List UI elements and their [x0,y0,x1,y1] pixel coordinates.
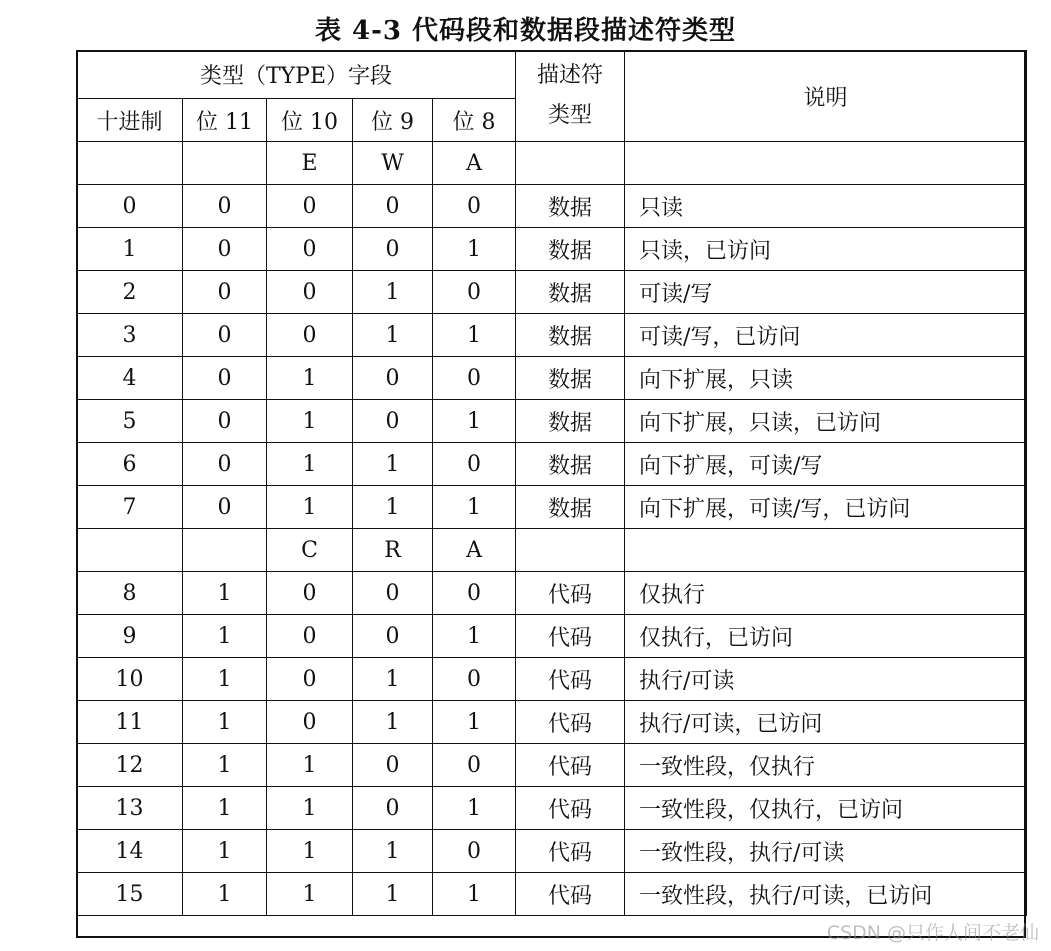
cell-b10: 1 [267,400,353,443]
cell-b8: 0 [433,185,516,228]
flag-w: W [353,142,433,185]
cell-b9: 0 [353,357,433,400]
cell-b9: 0 [353,615,433,658]
cell-b8: 1 [433,701,516,744]
cell-b9: 1 [353,314,433,357]
table-row [77,744,1027,787]
table-row [77,830,1027,873]
cell-b10: 1 [267,486,353,529]
flag-c: C [267,529,353,572]
cell-dec: 3 [77,314,183,357]
cell-b10: 1 [267,787,353,830]
cell-desc: 执行/可读，已访问 [625,701,1027,744]
cell-desc: 一致性段，执行/可读，已访问 [625,873,1027,916]
cell-b9: 1 [353,486,433,529]
cell-kind: 数据 [516,357,625,400]
cell-dec: 7 [77,486,183,529]
cell-desc: 只读 [625,185,1027,228]
cell-kind: 代码 [516,873,625,916]
cell-b10: 1 [267,357,353,400]
cell-b10: 0 [267,271,353,314]
table-row [77,615,1027,658]
table-row [77,572,1027,615]
cell-b10: 1 [267,443,353,486]
table-row [77,873,1027,916]
cell-b11: 0 [183,486,267,529]
bit10-header: 位 10 [267,99,353,142]
cell-kind: 数据 [516,271,625,314]
cell-desc: 向下扩展，可读/写，已访问 [625,486,1027,529]
cell-dec: 12 [77,744,183,787]
table-row [77,185,1027,228]
cell-b10: 0 [267,185,353,228]
bit8-header: 位 8 [433,99,516,142]
table-row [77,486,1027,529]
descriptor-type-table [76,50,1027,916]
cell-desc: 一致性段，仅执行 [625,744,1027,787]
cell-desc: 仅执行 [625,572,1027,615]
cell-desc: 仅执行，已访问 [625,615,1027,658]
cell-desc: 只读，已访问 [625,228,1027,271]
cell-b8: 1 [433,314,516,357]
cell-kind: 代码 [516,744,625,787]
table-row [77,443,1027,486]
cell-b9: 1 [353,873,433,916]
cell-kind: 数据 [516,486,625,529]
cell-dec: 5 [77,400,183,443]
cell-b11: 1 [183,830,267,873]
cell-b8: 1 [433,486,516,529]
cell-b11: 1 [183,701,267,744]
cell-b11: 0 [183,357,267,400]
cell-b11: 0 [183,185,267,228]
cell-b8: 0 [433,271,516,314]
bit11-header: 位 11 [183,99,267,142]
cell-b9: 0 [353,185,433,228]
table-row [77,314,1027,357]
cell-b9: 1 [353,701,433,744]
code-flags-row [77,529,1027,572]
cell-b10: 1 [267,830,353,873]
cell-b9: 1 [353,830,433,873]
cell-dec: 14 [77,830,183,873]
cell-kind: 数据 [516,228,625,271]
cell-b11: 1 [183,658,267,701]
cell-b11: 1 [183,787,267,830]
table-row [77,658,1027,701]
cell-dec: 1 [77,228,183,271]
cell-desc: 执行/可读 [625,658,1027,701]
cell-dec: 15 [77,873,183,916]
cell-desc: 向下扩展，可读/写 [625,443,1027,486]
cell-b9: 1 [353,443,433,486]
cell-b11: 0 [183,271,267,314]
cell-dec: 11 [77,701,183,744]
cell-desc: 一致性段，仅执行，已访问 [625,787,1027,830]
cell-b8: 1 [433,228,516,271]
cell-desc: 可读/写 [625,271,1027,314]
cell-b11: 1 [183,873,267,916]
flag-r: R [353,529,433,572]
table-title: 表 4-3 代码段和数据段描述符类型 [314,16,737,46]
cell-kind: 数据 [516,443,625,486]
cell-b9: 0 [353,400,433,443]
descriptor-type-header-line1: 描述符 [537,63,604,88]
cell-b10: 0 [267,572,353,615]
table-row [77,357,1027,400]
cell-b8: 0 [433,572,516,615]
cell-kind: 代码 [516,615,625,658]
cell-b11: 0 [183,228,267,271]
cell-dec: 13 [77,787,183,830]
cell-b8: 1 [433,787,516,830]
flag-e: E [267,142,353,185]
table-row [77,271,1027,314]
cell-b11: 0 [183,400,267,443]
cell-b8: 0 [433,443,516,486]
table-row [77,400,1027,443]
cell-b11: 1 [183,615,267,658]
table-row [77,787,1027,830]
descriptor-type-header [516,51,625,142]
cell-b11: 1 [183,572,267,615]
cell-b11: 0 [183,443,267,486]
watermark: CSDN @只作人间不老仙 [826,922,1039,944]
cell-kind: 代码 [516,658,625,701]
cell-dec: 8 [77,572,183,615]
cell-dec: 4 [77,357,183,400]
cell-b11: 0 [183,314,267,357]
cell-kind: 数据 [516,314,625,357]
cell-b9: 0 [353,787,433,830]
cell-desc: 可读/写，已访问 [625,314,1027,357]
cell-b10: 1 [267,744,353,787]
data-flags-row [77,142,1027,185]
explain-header: 说明 [625,51,1027,142]
cell-b8: 0 [433,744,516,787]
decimal-header: 十进制 [77,99,183,142]
cell-kind: 代码 [516,830,625,873]
cell-desc: 向下扩展，只读 [625,357,1027,400]
cell-dec: 9 [77,615,183,658]
cell-b8: 0 [433,357,516,400]
cell-b10: 1 [267,873,353,916]
header-row-1 [77,51,1027,99]
cell-b8: 0 [433,658,516,701]
cell-dec: 2 [77,271,183,314]
cell-b10: 0 [267,658,353,701]
cell-kind: 代码 [516,701,625,744]
cell-b8: 1 [433,615,516,658]
cell-b10: 0 [267,314,353,357]
cell-kind: 代码 [516,787,625,830]
flag-a: A [433,142,516,185]
cell-b9: 1 [353,658,433,701]
descriptor-type-header-line2: 类型 [548,103,593,128]
bit9-header: 位 9 [353,99,433,142]
cell-b9: 1 [353,271,433,314]
cell-desc: 一致性段，执行/可读 [625,830,1027,873]
table-row [77,228,1027,271]
cell-b9: 0 [353,572,433,615]
cell-b10: 0 [267,228,353,271]
type-field-header: 类型（TYPE）字段 [77,51,516,99]
cell-b8: 1 [433,400,516,443]
flag-a: A [433,529,516,572]
cell-kind: 数据 [516,400,625,443]
cell-b11: 1 [183,744,267,787]
cell-dec: 10 [77,658,183,701]
cell-b10: 0 [267,701,353,744]
cell-dec: 0 [77,185,183,228]
cell-desc: 向下扩展，只读，已访问 [625,400,1027,443]
cell-b8: 1 [433,873,516,916]
cell-b9: 0 [353,228,433,271]
cell-kind: 数据 [516,185,625,228]
cell-b10: 0 [267,615,353,658]
cell-dec: 6 [77,443,183,486]
cell-b8: 0 [433,830,516,873]
table-row [77,701,1027,744]
cell-kind: 代码 [516,572,625,615]
cell-b9: 0 [353,744,433,787]
